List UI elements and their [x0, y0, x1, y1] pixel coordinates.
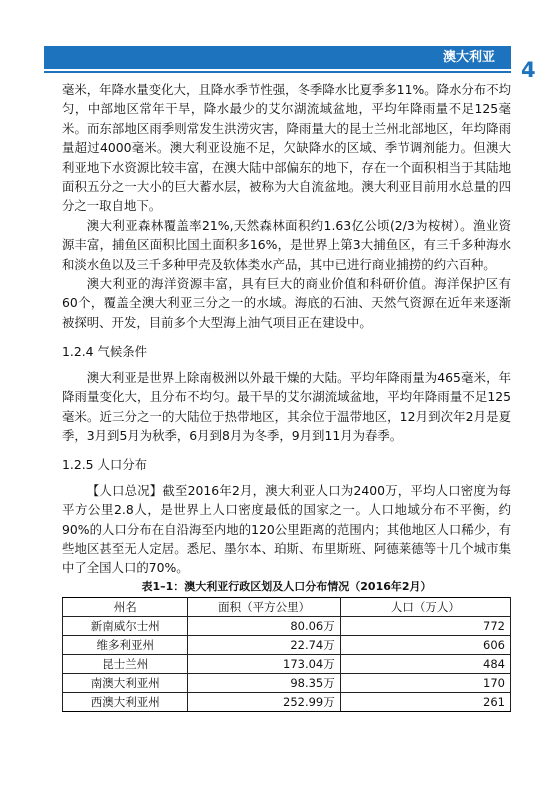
- cell-area: 80.06万: [188, 616, 340, 635]
- paragraph-water-resources: 毫米，年降水量变化大，且降水季节性强，冬季降水比夏季多11%。降水分布不均匀，中部地区常年干旱，降水最少的艾尔湖流域盆地，平均年降雨量不足125毫米。而东部地区雨季则常发生洪涝灾害，降雨量大的昆士兰州北部地区，年均降雨量超过4000毫米。澳大利亚设施不足，欠缺降水的区域、季节调剂能力。但澳大利亚地下水资源比较丰富，在澳大陆中部偏东的地下，存在一个面积相当于其陆地面积五分之一大小的巨大蓄水层，被称为大自流盆地。澳大利亚目前用水总量的四分之一取自地下。: [62, 82, 511, 214]
- population-table: [62, 597, 511, 712]
- header-divider: [44, 71, 511, 73]
- paragraph-marine-resources: 澳大利亚的海洋资源丰富，具有巨大的商业价值和科研价值。海洋保护区有60个，覆盖全澳大利亚三分之一的水域。海底的石油、天然气资源在近年来逐渐被探明、开发，目前多个大型海上油气项目正在建设中。: [62, 276, 511, 330]
- cell-state: 西澳大利亚州: [63, 692, 188, 711]
- cell-population: 606: [340, 635, 510, 654]
- column-header-area: 面积（平方公里）: [188, 597, 340, 616]
- table-row: [63, 616, 511, 635]
- running-header-band: [44, 46, 511, 69]
- section-heading-climate: 1.2.4 气候条件: [62, 344, 148, 360]
- cell-state: 新南威尔士州: [63, 616, 188, 635]
- page-number: 4: [521, 58, 536, 82]
- table-header-row: [63, 597, 511, 616]
- column-header-population: 人口（万人）: [340, 597, 510, 616]
- cell-population: 261: [340, 692, 510, 711]
- page-body: [62, 80, 511, 712]
- cell-area: 22.74万: [188, 635, 340, 654]
- cell-state: 维多利亚州: [63, 635, 188, 654]
- cell-area: 173.04万: [188, 654, 340, 673]
- cell-population: 484: [340, 654, 510, 673]
- cell-state: 昆士兰州: [63, 654, 188, 673]
- section-heading-population: 1.2.5 人口分布: [62, 457, 148, 473]
- running-header-title: 澳大利亚: [442, 50, 495, 65]
- table-row: [63, 673, 511, 692]
- paragraph-forest-fishery: 澳大利亚森林覆盖率21%,天然森林面积约1.63亿公顷(2/3为桉树）。渔业资源丰富，捕鱼区面积比国土面积多16%，是世界上第3大捕鱼区，有三千多种海水和淡水鱼以及三千多种甲壳及软体类水产品，其中已进行商业捕捞的约六百种。: [62, 217, 511, 272]
- cell-area: 252.99万: [188, 692, 340, 711]
- paragraph-population: 【人口总况】截至2016年2月，澳大利亚人口为2400万，平均人口密度为每平方公里2.8人，是世界上人口密度最低的国家之一。人口地域分布不平衡，约90%的人口分布在自沿海至内地的120公里距离的范围内；其他地区人口稀少，有些地区甚至无人定居。悉尼、墨尔本、珀斯、布里斯班、阿德莱德等十几个城市集中了全国人口的70%。: [62, 482, 511, 576]
- paragraph-climate: 澳大利亚是世界上除南极洲以外最干燥的大陆。平均年降雨量为465毫米，年降雨量变化大，且分布不均匀。最干旱的艾尔湖流域盆地，平均年降雨量不足125毫米。近三分之一的大陆位于热带地区，其余位于温带地区，12月到次年2月是夏季，3月到5月为秋季，6月到8月为冬季，9月到11月为春季。: [62, 369, 511, 443]
- cell-population: 772: [340, 616, 510, 635]
- cell-population: 170: [340, 673, 510, 692]
- cell-state: 南澳大利亚州: [63, 673, 188, 692]
- cell-area: 98.35万: [188, 673, 340, 692]
- table-row: [63, 654, 511, 673]
- table-row: [63, 635, 511, 654]
- table-caption: 表1–1：澳大利亚行政区划及人口分布情况（2016年2月）: [141, 579, 432, 593]
- table-row: [63, 692, 511, 711]
- column-header-state: 州名: [63, 597, 188, 616]
